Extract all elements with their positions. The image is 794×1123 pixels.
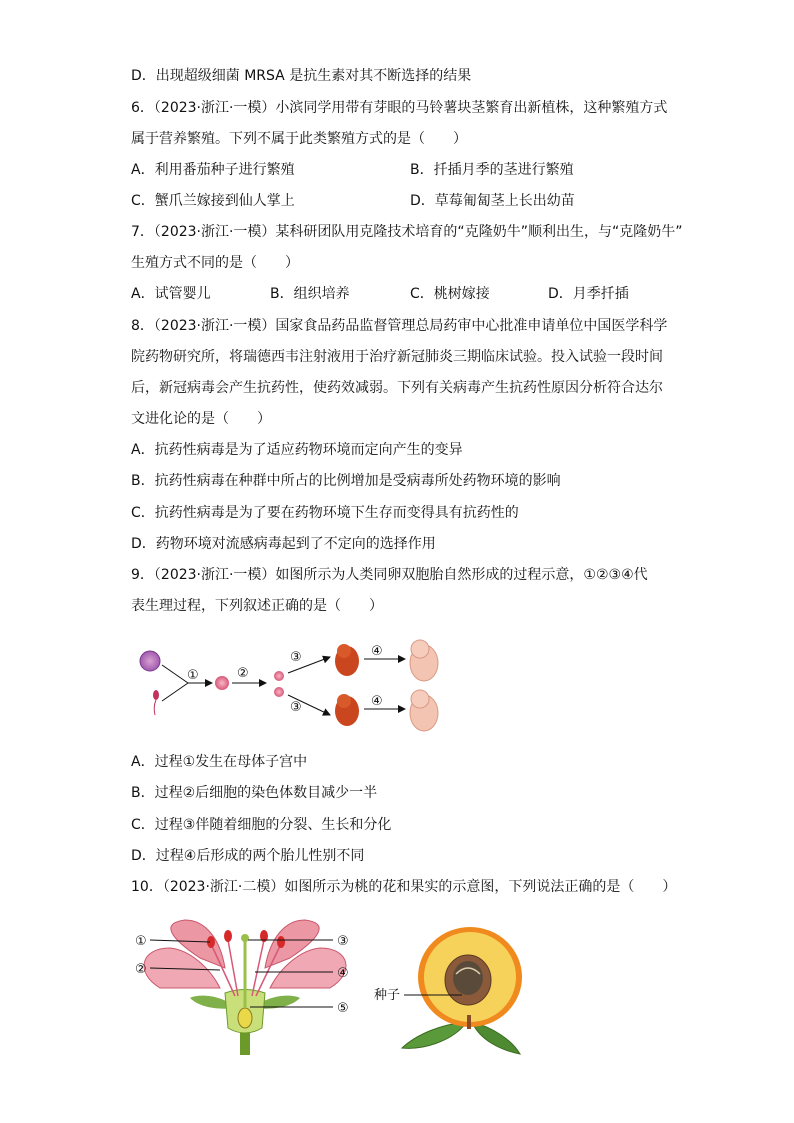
q7-option-a: A．试管婴儿	[131, 286, 211, 302]
q9-stem-line1: 9．（2023·浙江·一模）如图所示为人类同卵双胞胎自然形成的过程示意，①②③④代	[131, 567, 648, 583]
flower-label-2: ②	[135, 962, 147, 977]
q6-option-b: B．扦插月季的茎进行繁殖	[410, 162, 574, 178]
peach-fruit-figure	[372, 922, 527, 1057]
q7-option-d: D．月季扦插	[548, 286, 629, 302]
q6-stem-line2: 属于营养繁殖。下列不属于此类繁殖方式的是（ ）	[131, 131, 467, 147]
q8-option-d: D．药物环境对流感病毒起到了不定向的选择作用	[131, 536, 436, 552]
q8-stem-line2: 院药物研究所，将瑞德西韦注射液用于治疗新冠肺炎三期临床试验。投入试验一段时间	[131, 349, 663, 365]
q8-option-c: C．抗药性病毒是为了要在药物环境下生存而变得具有抗药性的	[131, 505, 519, 521]
q5-option-d: D．出现超级细菌 MRSA 是抗生素对其不断选择的结果	[131, 68, 472, 84]
q7-option-c: C．桃树嫁接	[410, 286, 490, 302]
peach-flower-figure	[130, 918, 360, 1058]
q6-option-d: D．草莓匍匐茎上长出幼苗	[410, 193, 575, 209]
process-3a-label: ③	[290, 650, 302, 665]
q7-option-b: B．组织培养	[270, 286, 350, 302]
q9-option-a: A．过程①发生在母体子宫中	[131, 754, 308, 770]
q7-stem-line1: 7．（2023·浙江·一模）某科研团队用克隆技术培育的“克隆奶牛”顺利出生，与“克隆奶牛”	[131, 224, 683, 240]
q8-option-a: A．抗药性病毒是为了适应药物环境而定向产生的变异	[131, 442, 463, 458]
q6-stem-line1: 6．（2023·浙江·一模）小滨同学用带有芽眼的马铃薯块茎繁育出新植株，这种繁殖方式	[131, 100, 668, 116]
q6-option-a: A．利用番茄种子进行繁殖	[131, 162, 295, 178]
early-embryo-cell-icon	[274, 687, 284, 697]
q9-stem-line2: 表生理过程，下列叙述正确的是（ ）	[131, 598, 383, 614]
twin-formation-figure	[130, 635, 450, 735]
process-1-label: ①	[187, 668, 199, 683]
flower-label-1: ①	[135, 934, 147, 949]
q8-stem-line3: 后，新冠病毒会产生抗药性，使药效减弱。下列有关病毒产生抗药性原因分析符合达尔	[131, 380, 663, 396]
q6-option-c: C．蟹爪兰嫁接到仙人掌上	[131, 193, 295, 209]
q10-stem-line1: 10．（2023·浙江·二模）如图所示为桃的花和果实的示意图，下列说法正确的是（ ）	[131, 879, 677, 895]
flower-label-3: ③	[337, 934, 349, 949]
egg-cell-icon	[140, 651, 160, 671]
process-3b-label: ③	[290, 700, 302, 715]
fetus-icon	[410, 640, 438, 681]
flower-label-5: ⑤	[337, 1001, 349, 1016]
fetus-icon	[410, 690, 438, 731]
process-4a-label: ④	[371, 644, 383, 659]
seed-label: 种子	[374, 988, 401, 1003]
q7-stem-line2: 生殖方式不同的是（ ）	[131, 255, 299, 271]
q9-option-b: B．过程②后细胞的染色体数目减少一半	[131, 785, 378, 801]
embryo-icon	[335, 694, 359, 726]
sperm-icon	[153, 690, 159, 715]
q9-option-d: D．过程④后形成的两个胎儿性别不同	[131, 848, 365, 864]
q9-option-c: C．过程③伴随着细胞的分裂、生长和分化	[131, 817, 392, 833]
process-4b-label: ④	[371, 694, 383, 709]
flower-label-4: ④	[337, 966, 349, 981]
early-embryo-cell-icon	[274, 671, 284, 681]
embryo-icon	[335, 644, 359, 676]
zygote-icon	[215, 676, 229, 690]
q8-stem-line1: 8．（2023·浙江·一模）国家食品药品监督管理总局药审中心批准申请单位中国医学科学	[131, 318, 668, 334]
q8-stem-line4: 文进化论的是（ ）	[131, 411, 271, 427]
process-2-label: ②	[237, 666, 249, 681]
q8-option-b: B．抗药性病毒在种群中所占的比例增加是受病毒所处药物环境的影响	[131, 473, 561, 489]
